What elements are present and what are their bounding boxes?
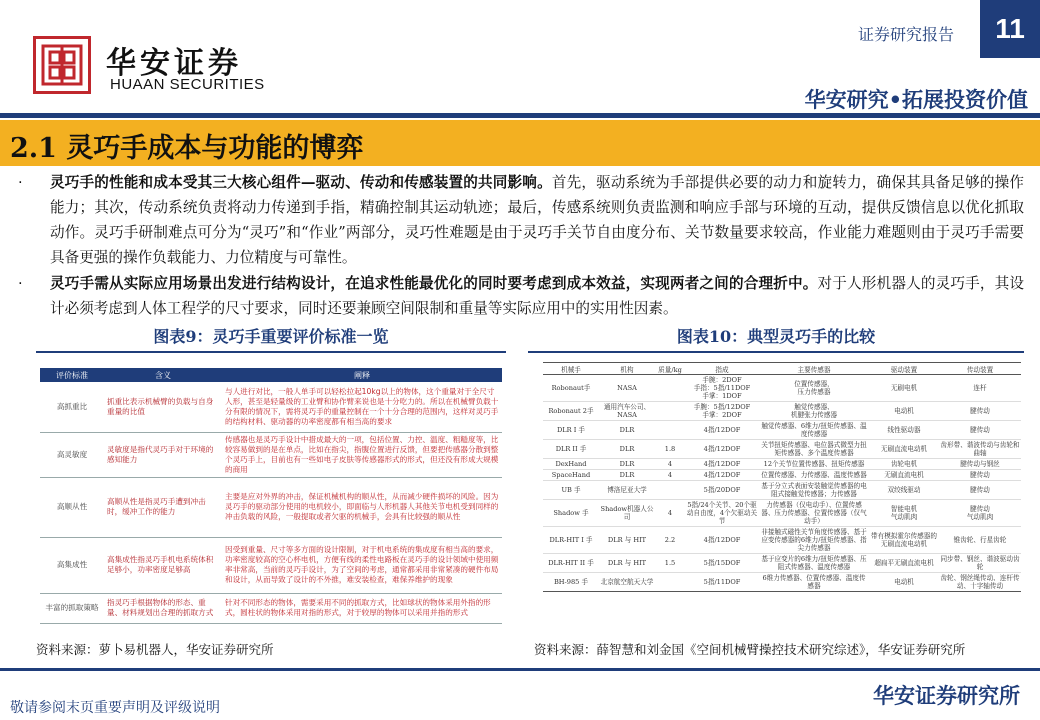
- figure10-title: 图表10：典型灵巧手的比较: [676, 327, 876, 346]
- table-header-cell: 评价标准: [40, 368, 104, 382]
- bullet-item: [14, 170, 1024, 270]
- table-cell: 1.8: [655, 440, 685, 459]
- table-row: [40, 593, 502, 623]
- brand-name-en: HUAAN SECURITIES: [110, 76, 265, 93]
- table-cell: 丰富的抓取策略: [40, 593, 104, 623]
- table-cell: 4指/12DOF: [685, 470, 759, 481]
- table-cell: 腱传动: [939, 481, 1021, 500]
- table-cell: 位置传感器、力传感器、温度传感器: [759, 470, 869, 481]
- table-cell: 连杆: [939, 375, 1021, 402]
- table-cell: 北京航空航天大学: [599, 573, 655, 592]
- table-cell: DLR I 手: [543, 421, 599, 440]
- table-cell: 灵敏度是指代灵巧手对于环境的感知能力: [104, 432, 222, 477]
- page-header: [0, 0, 1040, 118]
- table-row: [40, 382, 502, 432]
- table-cell: 无刷直流电机: [869, 470, 939, 481]
- table-cell: DLR 与 HIT: [599, 554, 655, 573]
- header-tagline: 华安研究•拓展投资价值: [804, 88, 1028, 112]
- table-cell: 双绞线驱动: [869, 481, 939, 500]
- company-logo-icon: [33, 36, 91, 94]
- table-cell: 力传感器（仅电动手）、位置传感器、压力传感器、位置传感器（仅气动手）: [759, 500, 869, 527]
- table-cell: 同步带、钢丝、谐波驱动齿轮: [940, 555, 1020, 571]
- table-row: [543, 459, 1021, 470]
- table-cell: 12个关节位置传感器、扭矩传感器: [759, 459, 869, 470]
- table-cell: 针对不同形态的物体，需要采用不同的抓取方式，比如球状的物体采用外指的形式，圆柱状的物体采用对指的形式，对于较厚的物体可以采用并指的形式: [222, 593, 502, 623]
- bullet-body: 对于人形机器人的灵巧手，其设计必须考虑到人体工程学的尺寸要求，同时还要兼顾空间限制和重量等实际应用中的实用性因素。: [50, 275, 1024, 317]
- table-cell: 触觉传感器、6维力/扭矩传感器、温度传感器: [759, 421, 869, 440]
- table-cell: 无刷直流电动机: [869, 440, 939, 459]
- table-cell: 位置传感器， 压力传感器: [759, 375, 869, 402]
- table-cell: 非接触式磁性关节角度传感器、基于应变传感器的6维力/扭矩传感器、指尖力传感器: [759, 527, 869, 554]
- table-cell: DLR-HIT I 手: [543, 527, 599, 554]
- table-header-cell: 阐释: [222, 368, 502, 382]
- table-cell: 高集成性: [40, 537, 104, 593]
- table-cell: 与人进行对比，一般人单手可以轻松拉起10kg以上的物体，这个重量对于全尺寸人形，甚至是轻量级的工业臂和协作臂来说也是十分吃力的。所以在机械臂负载十分有限的情况下，需将灵巧手的重量控制在一个十分合理的范围内，这样对灵巧手的结构材料、驱动器的功率密度都有相当高的要求: [222, 382, 502, 432]
- table-cell: 手腕：2DOF 手指：5指/11DOF 手掌：1DOF: [685, 375, 759, 402]
- table-header-cell: 传动装置: [939, 363, 1021, 375]
- bullet-bold-lead: 灵巧手需从实际应用场景出发进行结构设计，在追求性能最优化的同时要考虑到成本效益，实现两者之间的合理折中。: [50, 275, 818, 292]
- figure10-source: 资料来源：薛智慧和刘金国《空间机械臂操控技术研究综述》，华安证券研究所: [534, 642, 966, 657]
- table-header-cell: 含义: [104, 368, 222, 382]
- figure10-rule: [528, 351, 1024, 353]
- table-cell: 智能电机 气动肌肉: [869, 500, 939, 527]
- table-cell: 1.5: [655, 554, 685, 573]
- table-header-row: [40, 368, 502, 382]
- table-row: [543, 402, 1021, 421]
- table-cell: [655, 421, 685, 440]
- bullet-dot-icon: ·: [18, 174, 23, 191]
- table-header-cell: 驱动装置: [869, 363, 939, 375]
- table-row: [40, 537, 502, 593]
- table-cell: Shadow机器人公司: [599, 500, 655, 527]
- footer-brand: 华安证券研究所: [873, 684, 1020, 708]
- table-cell: 腱传动 气动肌肉: [939, 500, 1021, 527]
- table-cell: 线性驱动器: [869, 421, 939, 440]
- page-number: 11: [980, 0, 1040, 58]
- table-cell: 手腕：5指/12DOF 手掌：2DOF: [685, 402, 759, 421]
- report-type-label: 证券研究报告: [858, 25, 955, 44]
- table-cell: 4: [655, 470, 685, 481]
- table-cell: 4: [655, 459, 685, 470]
- table-row: [543, 573, 1021, 592]
- table-cell: DLR: [599, 459, 655, 470]
- table-header-cell: 质量/kg: [655, 363, 685, 375]
- section-title: 2.1 灵巧手成本与功能的博弈: [10, 133, 364, 164]
- table-cell: 4指/12DOF: [685, 421, 759, 440]
- table-cell: 触觉传感器、 机腱张力传感器: [759, 402, 869, 421]
- figure9-table: [40, 368, 502, 624]
- table-cell: 传感器也是灵巧手设计中措成最大的一项，包括位置、力控、温度、粗糙度等，比较容易做到的是在单点，比如在指尖，指腹位置进行反馈，但要把传感器分散到整个灵巧手上，目前也有一些如电子皮肤等传感器形式的形式，但还没有形成大规模的商用: [222, 432, 502, 477]
- table-row: [543, 500, 1021, 527]
- table-row: [543, 481, 1021, 500]
- table-cell: 6维力传感器、位置传感器、温度传感器: [759, 573, 869, 592]
- table-cell: 电动机: [869, 573, 939, 592]
- table-cell: BH-985 手: [543, 573, 599, 592]
- table-cell: 带有模拟霍尔传感器的无刷直流电动机: [869, 527, 939, 554]
- table-header-cell: 主要传感器: [759, 363, 869, 375]
- table-cell: 锥齿轮、行星齿轮: [939, 527, 1021, 554]
- table-cell: 4: [655, 500, 685, 527]
- table-cell: 齿形带、谐波传动与齿轮和曲轴: [940, 441, 1020, 457]
- table-cell: DLR: [599, 470, 655, 481]
- header-divider: [0, 113, 1040, 118]
- table-cell: 5指/15DOF: [685, 554, 759, 573]
- table-row: [543, 554, 1021, 573]
- table-cell: 腱传动: [939, 402, 1021, 421]
- table-cell: 齿轮、钢丝绳传动、连杆传动、十字轴传动: [940, 574, 1020, 590]
- table-header-cell: 机械手: [543, 363, 599, 375]
- table-cell: 高顺从性是指灵巧手遭到冲击时，缓冲工作的能力: [104, 477, 222, 537]
- brand-name-cn: 华安证券: [106, 46, 242, 81]
- table-cell: 5指/24个关节、20个驱动自由度，4个欠驱动关节: [686, 501, 758, 525]
- table-cell: 高集成性指灵巧手机电系统体积足够小，功率密度足够高: [104, 537, 222, 593]
- table-cell: DexHand: [543, 459, 599, 470]
- table-cell: 超扁平无刷直流电机: [869, 554, 939, 573]
- table-row: [543, 375, 1021, 402]
- table-cell: 基于应变片的6维力/扭矩传感器、压阻式传感器、温度传感器: [759, 554, 869, 573]
- table-cell: 4指/12DOF: [685, 459, 759, 470]
- table-cell: UB 手: [543, 481, 599, 500]
- bullet-bold-lead: 灵巧手的性能和成本受其三大核心组件—驱动、传动和传感装置的共同影响。: [50, 174, 552, 191]
- table-cell: 腱传动与钢丝: [939, 459, 1021, 470]
- logo-emblem-icon: [39, 42, 85, 88]
- table-cell: 关节扭矩传感器、电位器式微型力扭矩传感器、多个温度传感器: [759, 440, 869, 459]
- table-cell: [655, 402, 685, 421]
- table-cell: DLR: [599, 440, 655, 459]
- table-cell: Shadow 手: [543, 500, 599, 527]
- table-cell: 高顺从性: [40, 477, 104, 537]
- bullet-list: [14, 170, 1024, 322]
- table-cell: DLR-HIT II 手: [543, 554, 599, 573]
- table-header-cell: 指成: [685, 363, 759, 375]
- figure9-source: 资料来源：萝卜易机器人，华安证券研究所: [36, 642, 274, 657]
- table-row: [543, 527, 1021, 554]
- section-title-bar: [0, 120, 1040, 166]
- bullet-dot-icon: ·: [18, 275, 23, 292]
- table-header-cell: 机构: [599, 363, 655, 375]
- table-cell: 4指/12DOF: [685, 527, 759, 554]
- figure10-body: [543, 375, 1021, 592]
- table-cell: 通用汽车公司、NASA: [599, 402, 655, 421]
- table-cell: [655, 375, 685, 402]
- figure9-title: 图表9：灵巧手重要评价标准一览: [153, 327, 389, 346]
- figure10-table: [543, 362, 1021, 592]
- table-cell: 2.2: [655, 527, 685, 554]
- table-cell: Robonaut 2手: [543, 402, 599, 421]
- table-cell: DLR 与 HIT: [599, 527, 655, 554]
- table-cell: 因受到重量、尺寸等多方面的设计限制，对于机电系统的集成度有相当高的要求，功率密度较高的空心杯电机，方便有线的柔性电路板在灵巧手的设计领域中使用频率非常高，当前的灵巧手设计，为了空间的考虑，通常都采用非常紧凑的硬件布局和设计，从而导致了设计的不外推，难安装检查，难保养维护的现象: [222, 537, 502, 593]
- table-cell: 主要是应对外界的冲击，保证机械机构的顺从性，从而减少硬件损坏的风险。因为灵巧手的驱动部分使用的电机较小，即面临与人形机器人其他关节电机受到同样的冲击负载的风险，一般提取或者欠驱的机械手，会具有比较强的顺从性: [222, 477, 502, 537]
- table-cell: DLR II 手: [543, 440, 599, 459]
- table-cell: 高灵敏度: [40, 432, 104, 477]
- table-row: [40, 477, 502, 537]
- figure9-rule: [36, 351, 506, 353]
- table-cell: 腱传动: [939, 421, 1021, 440]
- table-cell: 5指/11DOF: [685, 573, 759, 592]
- table-cell: 4指/12DOF: [685, 440, 759, 459]
- table-cell: Robonaut手: [543, 375, 599, 402]
- table-header-row: [543, 363, 1021, 375]
- table-cell: 5指/20DOF: [685, 481, 759, 500]
- table-cell: 抓重比表示机械臂的负载与自身重量的比值: [104, 382, 222, 432]
- table-cell: 齿轮电机: [869, 459, 939, 470]
- table-cell: DLR: [599, 421, 655, 440]
- table-row: [543, 440, 1021, 459]
- table-cell: 基于分立式表面安装触觉传感器的电阻式接触觉传感器；力传感器: [759, 481, 869, 500]
- table-cell: 无刷电机: [869, 375, 939, 402]
- table-row: [40, 432, 502, 477]
- table-row: [543, 421, 1021, 440]
- table-cell: SpaceHand: [543, 470, 599, 481]
- table-cell: 高抓重比: [40, 382, 104, 432]
- table-row: [543, 470, 1021, 481]
- table-cell: 指灵巧手根据物体的形态、重量、材料规划出合理的抓取方式: [104, 593, 222, 623]
- bullet-body: 首先，驱动系统为手部提供必要的动力和旋转力，确保其具备足够的操作能力；其次，传动系统负责将动力传递到手指，精确控制其运动轨迹；最后，传感系统则负责监测和响应手部与环境的互动，提供反馈信息以优化抓取动作。灵巧手研制难点可分为“灵巧”和“作业”两部分，灵巧性难题是由于灵巧手关节自由度分布、关节数量要求较高，作业能力难题则由于灵巧手需要具备更强的操作负载能力、力位精度与可靠性。: [50, 174, 1024, 266]
- table-cell: [655, 573, 685, 592]
- table-cell: 博洛尼亚大学: [599, 481, 655, 500]
- table-cell: NASA: [599, 375, 655, 402]
- disclaimer-link[interactable]: 敬请参阅末页重要声明及评级说明: [10, 700, 220, 716]
- table-cell: 电动机: [869, 402, 939, 421]
- bullet-item: [14, 271, 1024, 321]
- footer-divider: [0, 668, 1040, 671]
- table-cell: [655, 481, 685, 500]
- table-cell: 腱传动: [939, 470, 1021, 481]
